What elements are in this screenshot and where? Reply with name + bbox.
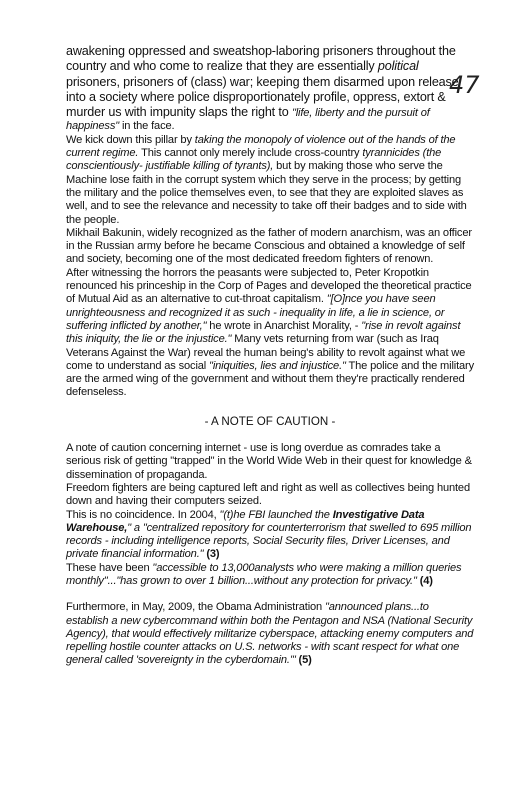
quote-text: "life, liberty and the pursuit of happiness" — [66, 107, 430, 133]
paragraph-fbi-warehouse — [66, 509, 474, 562]
text: awakening oppressed and sweatshop-laboring prisoners throughout the country and who come to realize that they are essentially — [66, 44, 456, 74]
text: he wrote in Anarchist Morality, - — [206, 319, 362, 332]
quote-text: "iniquities, lies and injustice." — [209, 359, 346, 372]
paragraph-prisoners — [66, 44, 474, 134]
footnote-ref: (5) — [295, 654, 312, 667]
paragraph-monopoly-of-violence — [66, 134, 474, 227]
quote-text: "accessible to 13,000analysts who were making a million queries monthly"..."has grown to over 1 billion...without any protection for privacy." — [66, 561, 462, 587]
paragraph-freedom-fighters — [66, 482, 474, 509]
quote-text: "(t)he FBI launched the — [219, 508, 333, 521]
paragraph-analysts-access — [66, 562, 474, 589]
text: These have been — [66, 561, 153, 574]
text: This is no coincidence. In 2004, — [66, 508, 220, 521]
paragraph-kropotkin — [66, 267, 474, 400]
emphasis-text: political — [377, 59, 419, 74]
footnote-ref: (3) — [203, 548, 220, 561]
paragraph-internet-caution — [66, 442, 474, 482]
paragraph-cybercommand — [66, 601, 474, 667]
quote-text: "announced plans...to establish a new cybercommand within both the Pentagon and NSA (National Security Agency), that would effectively militarize cyberspace, attacking enemy computers and repelling hostile counter attacks on U.S. networks - with scant respect for what one general called 'sovereignty in the cyberdomain.'" — [66, 601, 474, 667]
text: This cannot only merely include cross-country — [138, 147, 363, 160]
section-heading: - A NOTE OF CAUTION - — [204, 414, 336, 428]
handwritten-page-number: 47 — [449, 71, 480, 99]
quote-text: " a "centralized repository for counterterrorism that swelled to 695 million records - including intelligence reports, Social Security files, Driver Licenses, and private financial information." — [66, 521, 472, 561]
quote-text: "[O]nce you have seen unrighteousness and recognized it as such - inequality in life, a lie in science, or suffering inflicted by another," — [66, 293, 445, 332]
document-body — [66, 44, 474, 668]
spacer — [66, 588, 474, 601]
emphasis-text: taking the monopoly of violence out of the hands of the current regime. — [66, 133, 456, 160]
text: A note of caution concerning internet - use is long overdue as comrades take a serious risk of getting "trapped" in the World Wide Web in their quest for knowledge & dissemination of propaganda. — [66, 442, 472, 481]
bold-emphasis-text: Investigative Data Warehouse, — [66, 508, 425, 534]
text: prisoners, prisoners of (class) war; keeping them disarmed upon release into a society where police disproportionately profile, oppress, extort & murder us with impunity slaps the right to — [66, 74, 459, 120]
text: but by making those who serve the Machine lose faith in the corrupt system which they serve in the process; by getting the military and the police themselves even, to see that they are exploited slaves as well, and to see the relevance and necessity to take off their badges and to side with the people. — [66, 160, 467, 226]
text: We kick down this pillar by — [66, 133, 195, 146]
text: Mikhail Bakunin, widely recognized as the father of modern anarchism, was an officer in the Russian army before he became Conscious and obtained a knowledge of self and society, becoming one of the most dedicated freedom fighters of renown. — [66, 226, 472, 266]
text: Many vets returning from war (such as Iraq Veterans Against the War) reveal the human being's ability to revolt against what we come to understand as social — [66, 333, 466, 372]
footnote-ref: (4) — [416, 574, 433, 587]
paragraph-bakunin — [66, 227, 474, 267]
text: The police and the military are the armed wing of the government and without them they're practically rendered defenseless. — [66, 359, 474, 399]
emphasis-text: tyrannicides (the conscientiously- justifiable killing of tyrants), — [66, 147, 442, 173]
spacer — [66, 400, 474, 413]
text: Furthermore, in May, 2009, the Obama Administration — [66, 601, 325, 614]
text: After witnessing the horrors the peasants were subjected to, Peter Kropotkin renounced his princeship in the Corp of Pages and developed the theoretical practice of Mutual Aid as an alternative to cut-throat capitalism. — [66, 266, 472, 306]
text: in the face. — [119, 120, 175, 133]
text: Freedom fighters are being captured left and right as well as collectives being hunted down and having their computers seized. — [66, 481, 470, 508]
quote-text: "rise in revolt against this iniquity, the lie or the injustice." — [66, 319, 461, 346]
